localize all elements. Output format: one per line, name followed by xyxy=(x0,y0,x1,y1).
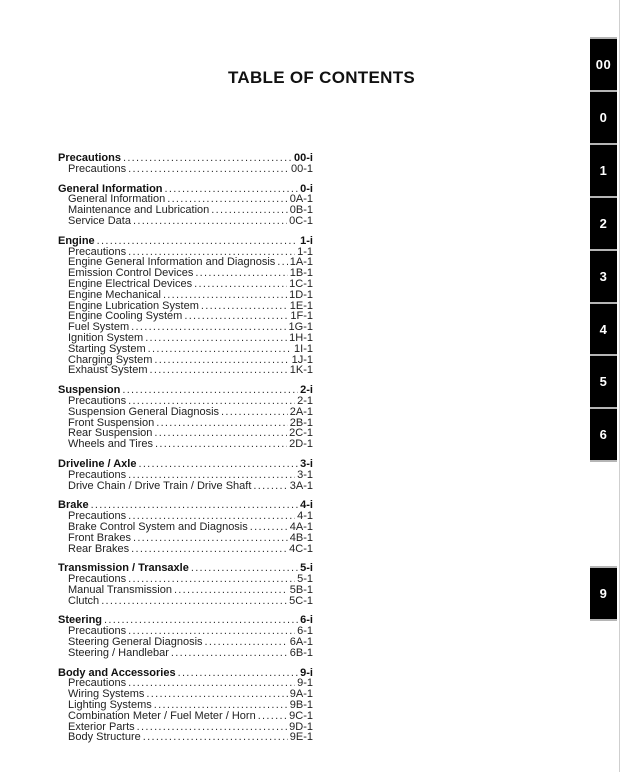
leader-dots xyxy=(184,311,288,322)
toc-entry-title: Fuel System xyxy=(68,321,130,334)
toc-page-number: 1H-1 xyxy=(289,331,313,344)
toc-entry xyxy=(58,732,313,743)
toc-entry xyxy=(58,164,313,175)
leader-dots xyxy=(195,268,287,279)
toc-page-number: 1D-1 xyxy=(289,288,313,301)
toc-entry-title: Front Suspension xyxy=(68,416,155,429)
side-tab-label: 00 xyxy=(595,57,612,72)
leader-dots xyxy=(128,678,295,689)
leader-dots xyxy=(97,236,298,247)
side-tab-label: 1 xyxy=(599,162,608,178)
toc-page-number: 2B-1 xyxy=(289,416,313,429)
toc-entry-title: Rear Suspension xyxy=(68,427,153,440)
leader-dots xyxy=(277,257,287,268)
toc-entry xyxy=(58,216,313,227)
toc-page-number: 4C-1 xyxy=(289,542,313,555)
toc-entry-title: Ignition System xyxy=(68,331,144,344)
leader-dots xyxy=(154,428,287,439)
toc-page-number: 2D-1 xyxy=(289,438,313,451)
toc-page-number: 2A-1 xyxy=(289,405,313,418)
toc-page-number: 5-1 xyxy=(297,573,313,586)
toc-entry-title: Suspension General Diagnosis xyxy=(68,405,220,418)
toc-entry-title: Clutch xyxy=(68,594,100,607)
toc-entry-title: Starting System xyxy=(68,342,146,355)
leader-dots xyxy=(131,544,287,555)
toc-entry-title: Front Brakes xyxy=(68,531,131,544)
toc-entry-title: Engine Cooling System xyxy=(68,310,183,323)
toc-entry-title: Wheels and Tires xyxy=(68,438,153,451)
toc-section xyxy=(58,563,313,606)
side-tab-label: 0 xyxy=(599,109,608,125)
leader-dots xyxy=(194,279,287,290)
leader-dots xyxy=(178,668,299,679)
toc-entry xyxy=(58,533,313,544)
side-tab-5 xyxy=(590,356,617,407)
leader-dots xyxy=(156,418,288,429)
side-tab-2 xyxy=(590,198,617,249)
toc-page-number: 1G-1 xyxy=(288,321,313,334)
toc-entry-title: Precautions xyxy=(68,394,127,407)
leader-dots xyxy=(163,290,287,301)
toc-page-number: 0-i xyxy=(300,182,313,195)
toc-page-number: 5-i xyxy=(300,562,313,575)
toc-page-number: 6-i xyxy=(300,614,313,627)
toc-section xyxy=(58,153,313,175)
toc-page-number: 6-1 xyxy=(297,625,313,638)
toc-entry-title: Engine General Information and Diagnosis xyxy=(68,256,276,269)
toc-page-number: 9A-1 xyxy=(289,688,313,701)
table-of-contents xyxy=(58,153,313,743)
side-tab-4 xyxy=(590,304,617,355)
toc-section-title: General Information xyxy=(58,182,163,195)
leader-dots xyxy=(211,205,287,216)
toc-page-number: 3-i xyxy=(300,457,313,470)
leader-dots xyxy=(146,689,287,700)
page-title: TABLE OF CONTENTS xyxy=(227,68,416,87)
side-tab-6 xyxy=(590,409,617,460)
toc-page-number: 9-i xyxy=(300,666,313,679)
toc-page-number: 2-1 xyxy=(297,394,313,407)
toc-entry xyxy=(58,344,313,355)
toc-entry-title: Steering / Handlebar xyxy=(68,646,169,659)
leader-dots xyxy=(133,216,287,227)
toc-page-number: 1-i xyxy=(300,234,313,247)
toc-page-number: 0A-1 xyxy=(289,193,313,206)
toc-section xyxy=(58,236,313,376)
toc-entry xyxy=(58,290,313,301)
toc-entry-title: General Information xyxy=(68,193,166,206)
toc-page-number: 1C-1 xyxy=(289,277,313,290)
toc-entry-title: Precautions xyxy=(68,625,127,638)
toc-section-title: Engine xyxy=(58,234,95,247)
toc-entry-title: Rear Brakes xyxy=(68,542,130,555)
toc-page-number: 0C-1 xyxy=(289,214,313,227)
toc-section xyxy=(58,184,313,227)
leader-dots xyxy=(221,407,288,418)
toc-entry-title: Emission Control Devices xyxy=(68,267,194,280)
leader-dots xyxy=(258,711,287,722)
toc-entry-title: Precautions xyxy=(68,162,127,175)
page-edge-line xyxy=(619,0,620,772)
toc-page-number: 6B-1 xyxy=(289,646,313,659)
toc-entry-title: Precautions xyxy=(68,677,127,690)
toc-page-number: 1K-1 xyxy=(289,364,313,377)
leader-dots xyxy=(191,563,298,574)
leader-dots xyxy=(104,615,298,626)
toc-page-number: 00-i xyxy=(294,152,313,164)
toc-entry-title: Brake Control System and Diagnosis xyxy=(68,520,248,533)
leader-dots xyxy=(122,385,298,396)
leader-dots xyxy=(149,365,287,376)
toc-section-title: Precautions xyxy=(58,152,121,164)
side-tab-9 xyxy=(590,568,617,619)
toc-section-title: Steering xyxy=(58,614,103,627)
toc-section xyxy=(58,668,313,744)
toc-section-title: Driveline / Axle xyxy=(58,457,137,470)
leader-dots xyxy=(101,596,287,607)
toc-entry-title: Exhaust System xyxy=(68,364,148,377)
toc-section xyxy=(58,615,313,658)
toc-page-number: 4-i xyxy=(300,499,313,512)
toc-entry-title: Engine Mechanical xyxy=(68,288,161,301)
toc-entry-title: Manual Transmission xyxy=(68,583,172,596)
toc-entry-title: Body Structure xyxy=(68,731,141,744)
toc-page-number: 4B-1 xyxy=(289,531,313,544)
leader-dots xyxy=(155,439,287,450)
leader-dots xyxy=(137,722,288,733)
toc-page-number: 2C-1 xyxy=(289,427,313,440)
side-tab-label: 3 xyxy=(599,268,608,284)
toc-page-number: 3-1 xyxy=(297,468,313,481)
toc-page-number: 9C-1 xyxy=(289,709,313,722)
toc-page-number: 9-1 xyxy=(297,677,313,690)
leader-dots xyxy=(253,481,287,492)
toc-entry xyxy=(58,648,313,659)
leader-dots xyxy=(205,637,288,648)
side-tab-label: 6 xyxy=(599,427,608,443)
toc-entry xyxy=(58,481,313,492)
toc-entry-title: Precautions xyxy=(68,510,127,523)
toc-page-number: 1J-1 xyxy=(291,353,313,366)
toc-page-number: 00-1 xyxy=(290,162,313,175)
toc-section-title: Brake xyxy=(58,499,89,512)
side-tab-label: 2 xyxy=(599,215,608,231)
toc-entry-title: Service Data xyxy=(68,214,131,227)
toc-page-number: 0B-1 xyxy=(289,204,313,217)
toc-page-number: 3A-1 xyxy=(289,479,313,492)
toc-page-number: 4A-1 xyxy=(289,520,313,533)
toc-page-number: 1-1 xyxy=(297,245,313,258)
side-tab-label: 5 xyxy=(599,374,608,390)
leader-dots xyxy=(250,522,288,533)
toc-section-title: Transmission / Transaxle xyxy=(58,562,189,575)
toc-entry xyxy=(58,544,313,555)
toc-section xyxy=(58,500,313,554)
leader-dots xyxy=(143,732,288,743)
leader-dots xyxy=(138,459,298,470)
leader-dots xyxy=(165,184,299,195)
leader-dots xyxy=(128,164,289,175)
toc-page-number: 1B-1 xyxy=(289,267,313,280)
leader-dots xyxy=(154,355,289,366)
toc-entry-title: Precautions xyxy=(68,468,127,481)
toc-page-number: 4-1 xyxy=(297,510,313,523)
toc-entry-title: Wiring Systems xyxy=(68,688,145,701)
side-tab-label: 4 xyxy=(599,321,608,337)
toc-page-number: 5C-1 xyxy=(289,594,313,607)
toc-entry xyxy=(58,365,313,376)
toc-entry-title: Precautions xyxy=(68,573,127,586)
toc-section xyxy=(58,385,313,450)
toc-page-number: 5B-1 xyxy=(289,583,313,596)
leader-dots xyxy=(145,333,287,344)
toc-entry-title: Engine Electrical Devices xyxy=(68,277,193,290)
leader-dots xyxy=(148,344,292,355)
toc-entry-title: Exterior Parts xyxy=(68,720,135,733)
toc-entry-title: Precautions xyxy=(68,245,127,258)
side-tab-1 xyxy=(590,145,617,196)
toc-page-number: 1E-1 xyxy=(289,299,313,312)
toc-entry-title: Combination Meter / Fuel Meter / Horn xyxy=(68,709,256,722)
toc-entry-title: Drive Chain / Drive Train / Drive Shaft xyxy=(68,479,252,492)
leader-dots xyxy=(201,301,288,312)
toc-page-number: 9E-1 xyxy=(289,731,313,744)
toc-entry xyxy=(58,470,313,481)
leader-dots xyxy=(174,585,288,596)
toc-section-title: Body and Accessories xyxy=(58,666,176,679)
toc-page-number: 9B-1 xyxy=(289,699,313,712)
toc-page-number: 1A-1 xyxy=(289,256,313,269)
toc-section-title: Suspension xyxy=(58,384,121,397)
toc-section xyxy=(58,459,313,491)
toc-entry-title: Maintenance and Lubrication xyxy=(68,204,210,217)
toc-entry xyxy=(58,439,313,450)
toc-entry-title: Charging System xyxy=(68,353,153,366)
toc-page-number: 1I-1 xyxy=(294,342,313,355)
toc-page-number: 1F-1 xyxy=(290,310,313,323)
side-tab-label: 9 xyxy=(599,586,608,601)
toc-page-number: 6A-1 xyxy=(289,636,313,649)
leader-dots xyxy=(133,533,288,544)
toc-entry-title: Engine Lubrication System xyxy=(68,299,199,312)
toc-page-number: 2-i xyxy=(300,384,313,397)
toc-entry xyxy=(58,596,313,607)
toc-entry-title: Lighting Systems xyxy=(68,699,152,712)
toc-entry-title: Steering General Diagnosis xyxy=(68,636,203,649)
toc-page-number: 9D-1 xyxy=(289,720,313,733)
toc-entry xyxy=(58,407,313,418)
side-tab-0 xyxy=(590,92,617,143)
toc-section-header xyxy=(58,236,313,247)
leader-dots xyxy=(123,153,292,164)
leader-dots xyxy=(131,322,286,333)
leader-dots xyxy=(171,648,288,659)
side-tab-00 xyxy=(590,39,617,90)
side-tab-3 xyxy=(590,251,617,302)
leader-dots xyxy=(128,470,295,481)
